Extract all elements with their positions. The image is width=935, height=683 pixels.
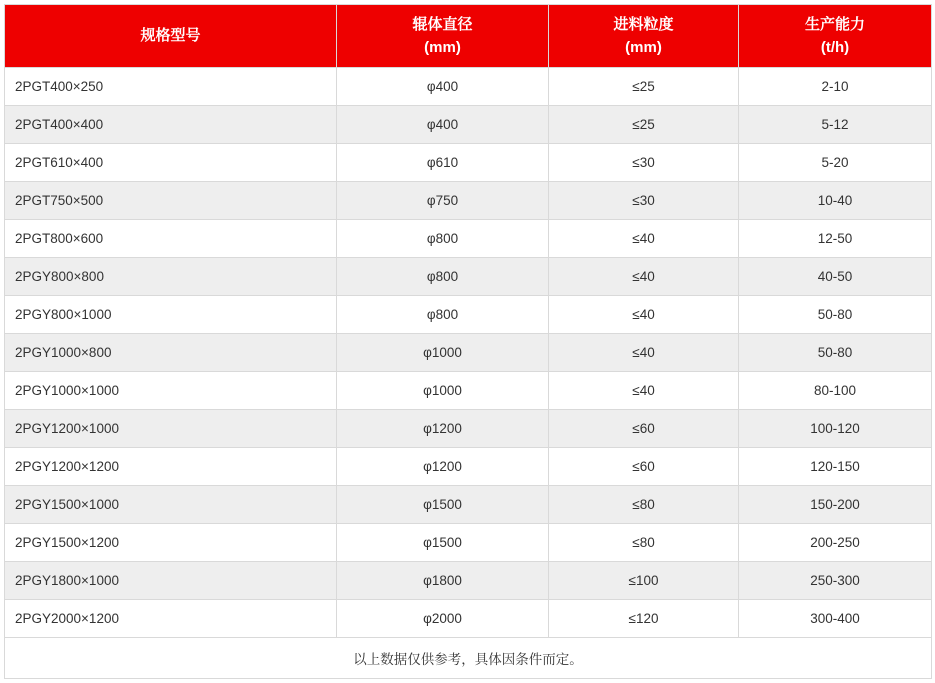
cell-model: 2PGY1800×1000 bbox=[5, 562, 337, 600]
cell-model: 2PGY1200×1000 bbox=[5, 410, 337, 448]
column-header-capacity bbox=[739, 5, 932, 68]
cell-feed-size: ≤25 bbox=[549, 68, 739, 106]
cell-capacity: 40-50 bbox=[739, 258, 932, 296]
column-header-roller-diameter bbox=[337, 5, 549, 68]
table-row bbox=[5, 334, 932, 372]
cell-feed-size: ≤80 bbox=[549, 486, 739, 524]
cell-model: 2PGY800×800 bbox=[5, 258, 337, 296]
table-header bbox=[5, 5, 932, 68]
cell-model: 2PGY800×1000 bbox=[5, 296, 337, 334]
cell-capacity: 2-10 bbox=[739, 68, 932, 106]
cell-model: 2PGT750×500 bbox=[5, 182, 337, 220]
cell-roller-diameter: φ800 bbox=[337, 258, 549, 296]
cell-feed-size: ≤40 bbox=[549, 296, 739, 334]
table-header-row bbox=[5, 5, 932, 68]
table-row bbox=[5, 448, 932, 486]
cell-roller-diameter: φ800 bbox=[337, 296, 549, 334]
cell-model: 2PGT400×400 bbox=[5, 106, 337, 144]
cell-roller-diameter: φ1500 bbox=[337, 524, 549, 562]
cell-capacity: 5-20 bbox=[739, 144, 932, 182]
cell-feed-size: ≤100 bbox=[549, 562, 739, 600]
cell-feed-size: ≤25 bbox=[549, 106, 739, 144]
table-row bbox=[5, 106, 932, 144]
cell-model: 2PGT800×600 bbox=[5, 220, 337, 258]
cell-feed-size: ≤30 bbox=[549, 182, 739, 220]
cell-capacity: 120-150 bbox=[739, 448, 932, 486]
cell-model: 2PGT610×400 bbox=[5, 144, 337, 182]
cell-capacity: 300-400 bbox=[739, 600, 932, 638]
cell-model: 2PGY1000×1000 bbox=[5, 372, 337, 410]
table-footer-row bbox=[5, 638, 932, 679]
cell-feed-size: ≤120 bbox=[549, 600, 739, 638]
table-row bbox=[5, 68, 932, 106]
cell-capacity: 80-100 bbox=[739, 372, 932, 410]
cell-capacity: 12-50 bbox=[739, 220, 932, 258]
cell-feed-size: ≤40 bbox=[549, 258, 739, 296]
cell-roller-diameter: φ1800 bbox=[337, 562, 549, 600]
column-header-model-title: 规格型号 bbox=[140, 27, 201, 45]
cell-feed-size: ≤60 bbox=[549, 448, 739, 486]
column-header-model bbox=[5, 5, 337, 68]
cell-roller-diameter: φ610 bbox=[337, 144, 549, 182]
cell-capacity: 10-40 bbox=[739, 182, 932, 220]
table-row bbox=[5, 258, 932, 296]
cell-roller-diameter: φ800 bbox=[337, 220, 549, 258]
footer-note: 以上数据仅供参考，具体因条件而定。 bbox=[5, 638, 932, 679]
table-row bbox=[5, 372, 932, 410]
cell-roller-diameter: φ400 bbox=[337, 106, 549, 144]
cell-feed-size: ≤40 bbox=[549, 220, 739, 258]
column-header-capacity-unit: (t/h) bbox=[820, 39, 850, 56]
table-row bbox=[5, 600, 932, 638]
cell-model: 2PGY1000×800 bbox=[5, 334, 337, 372]
cell-feed-size: ≤40 bbox=[549, 372, 739, 410]
table-row bbox=[5, 220, 932, 258]
cell-model: 2PGY2000×1200 bbox=[5, 600, 337, 638]
column-header-roller-diameter-title: 辊体直径 bbox=[412, 15, 473, 33]
column-header-capacity-title: 生产能力 bbox=[804, 15, 865, 33]
cell-feed-size: ≤60 bbox=[549, 410, 739, 448]
cell-model: 2PGY1200×1200 bbox=[5, 448, 337, 486]
table-row bbox=[5, 182, 932, 220]
table-body bbox=[5, 68, 932, 638]
table-row bbox=[5, 562, 932, 600]
cell-roller-diameter: φ1000 bbox=[337, 334, 549, 372]
cell-model: 2PGY1500×1000 bbox=[5, 486, 337, 524]
table-footer bbox=[5, 638, 932, 679]
column-header-feed-size bbox=[549, 5, 739, 68]
table-row bbox=[5, 144, 932, 182]
cell-capacity: 100-120 bbox=[739, 410, 932, 448]
cell-model: 2PGY1500×1200 bbox=[5, 524, 337, 562]
cell-capacity: 150-200 bbox=[739, 486, 932, 524]
cell-feed-size: ≤80 bbox=[549, 524, 739, 562]
cell-roller-diameter: φ400 bbox=[337, 68, 549, 106]
cell-feed-size: ≤30 bbox=[549, 144, 739, 182]
table-row bbox=[5, 296, 932, 334]
cell-model: 2PGT400×250 bbox=[5, 68, 337, 106]
cell-capacity: 250-300 bbox=[739, 562, 932, 600]
column-header-roller-diameter-unit: (mm) bbox=[424, 39, 461, 56]
cell-capacity: 50-80 bbox=[739, 296, 932, 334]
table-row bbox=[5, 486, 932, 524]
table-row bbox=[5, 410, 932, 448]
cell-capacity: 50-80 bbox=[739, 334, 932, 372]
cell-roller-diameter: φ1200 bbox=[337, 410, 549, 448]
column-header-feed-size-title: 进料粒度 bbox=[613, 15, 674, 33]
table-row bbox=[5, 524, 932, 562]
cell-feed-size: ≤40 bbox=[549, 334, 739, 372]
cell-capacity: 5-12 bbox=[739, 106, 932, 144]
cell-roller-diameter: φ750 bbox=[337, 182, 549, 220]
cell-roller-diameter: φ1000 bbox=[337, 372, 549, 410]
cell-roller-diameter: φ1200 bbox=[337, 448, 549, 486]
column-header-feed-size-unit: (mm) bbox=[625, 39, 662, 56]
cell-capacity: 200-250 bbox=[739, 524, 932, 562]
specification-table bbox=[4, 4, 932, 679]
cell-roller-diameter: φ2000 bbox=[337, 600, 549, 638]
cell-roller-diameter: φ1500 bbox=[337, 486, 549, 524]
